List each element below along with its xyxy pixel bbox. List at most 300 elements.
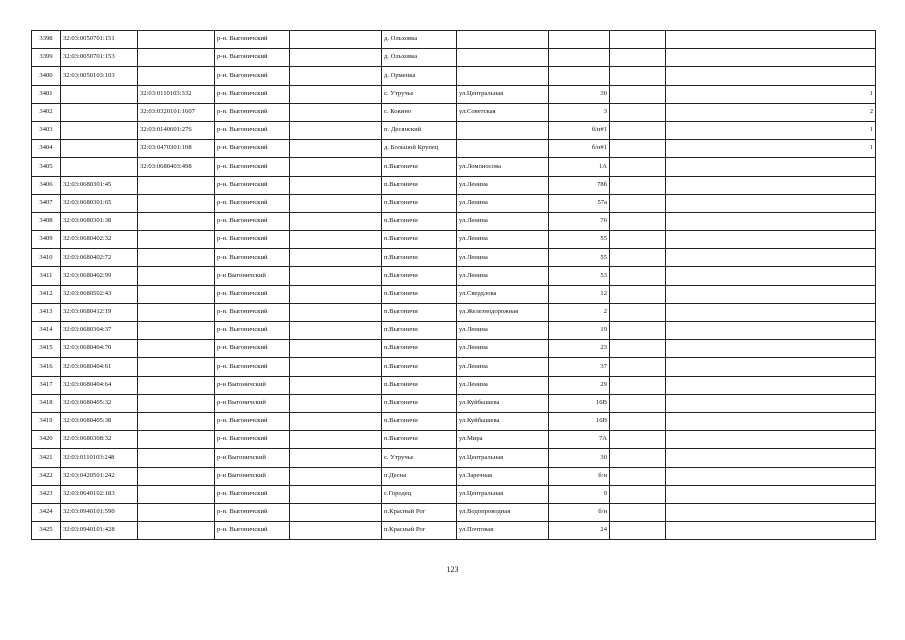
cadastral-number-cell <box>61 85 138 103</box>
cadastral-number-cell: 32:03:0680304:37 <box>61 322 138 340</box>
count-cell <box>666 176 876 194</box>
district-cell: р-н. Выгоничский <box>215 303 290 321</box>
cadastral-number-alt-cell <box>138 303 215 321</box>
blank-cell <box>610 412 666 430</box>
district-cell: р-н. Выгоничский <box>215 85 290 103</box>
cadastral-number-cell <box>61 158 138 176</box>
blank-cell <box>610 212 666 230</box>
blank-cell <box>290 158 382 176</box>
blank-cell <box>290 376 382 394</box>
street-cell <box>457 49 549 67</box>
house-number-cell: 9 <box>549 485 610 503</box>
count-cell <box>666 212 876 230</box>
locality-cell: п.Выгоничи <box>382 303 457 321</box>
locality-cell: п.Выгоничи <box>382 285 457 303</box>
blank-cell <box>610 67 666 85</box>
cadastral-number-alt-cell <box>138 49 215 67</box>
district-cell: р-н. Выгоничский <box>215 31 290 49</box>
cadastral-number-alt-cell: 32:03:0470301:108 <box>138 140 215 158</box>
row-number: 3402 <box>32 103 61 121</box>
blank-cell <box>610 322 666 340</box>
house-number-cell: 23 <box>549 340 610 358</box>
row-number: 3422 <box>32 467 61 485</box>
count-cell: 1 <box>666 121 876 139</box>
cadastral-number-cell: 32:03:0940101:590 <box>61 503 138 521</box>
table-row <box>32 194 876 212</box>
row-number: 3412 <box>32 285 61 303</box>
blank-cell <box>290 31 382 49</box>
cadastral-number-alt-cell <box>138 67 215 85</box>
locality-cell: с. Кокино <box>382 103 457 121</box>
cadastral-number-cell: 32:03:0680405:32 <box>61 394 138 412</box>
table-row <box>32 412 876 430</box>
table-row <box>32 522 876 540</box>
count-cell <box>666 303 876 321</box>
locality-cell: д. Ольховка <box>382 49 457 67</box>
row-number: 3419 <box>32 412 61 430</box>
street-cell: ул.Заречная <box>457 467 549 485</box>
district-cell: р-н Выгоничский <box>215 449 290 467</box>
blank-cell <box>290 485 382 503</box>
street-cell: ул.Куйбышева <box>457 394 549 412</box>
blank-cell <box>290 85 382 103</box>
table-row <box>32 431 876 449</box>
house-number-cell: 37 <box>549 358 610 376</box>
blank-cell <box>290 249 382 267</box>
row-number: 3404 <box>32 140 61 158</box>
district-cell: р-н. Выгоничский <box>215 249 290 267</box>
district-cell: р-н. Выгоничский <box>215 358 290 376</box>
blank-cell <box>290 67 382 85</box>
row-number: 3423 <box>32 485 61 503</box>
house-number-cell: 3 <box>549 103 610 121</box>
cadastral-number-alt-cell <box>138 431 215 449</box>
blank-cell <box>290 303 382 321</box>
street-cell: ул.Ленина <box>457 176 549 194</box>
locality-cell: п.Выгоничи <box>382 322 457 340</box>
count-cell <box>666 503 876 521</box>
table-row <box>32 249 876 267</box>
street-cell: ул.Ломоносова <box>457 158 549 176</box>
house-number-cell: 2 <box>549 303 610 321</box>
locality-cell: с.Городец <box>382 485 457 503</box>
cadastral-number-alt-cell <box>138 231 215 249</box>
blank-cell <box>610 285 666 303</box>
blank-cell <box>290 503 382 521</box>
cadastral-number-alt-cell <box>138 340 215 358</box>
locality-cell: д. Орменка <box>382 67 457 85</box>
row-number: 3407 <box>32 194 61 212</box>
table-row <box>32 485 876 503</box>
house-number-cell: б/н <box>549 467 610 485</box>
street-cell: ул.Водопроводная <box>457 503 549 521</box>
count-cell: 2 <box>666 103 876 121</box>
row-number: 3401 <box>32 85 61 103</box>
district-cell: р-н Выгоничский <box>215 394 290 412</box>
blank-cell <box>610 31 666 49</box>
street-cell: ул.Ленина <box>457 212 549 230</box>
blank-cell <box>610 249 666 267</box>
district-cell: р-н. Выгоничский <box>215 194 290 212</box>
cadastral-number-cell: 32:03:0680404:61 <box>61 358 138 376</box>
cadastral-number-alt-cell <box>138 212 215 230</box>
table-row <box>32 212 876 230</box>
blank-cell <box>610 303 666 321</box>
locality-cell: п.Выгоничи <box>382 340 457 358</box>
count-cell <box>666 322 876 340</box>
table-row <box>32 449 876 467</box>
cadastral-number-cell: 32:03:0680502:43 <box>61 285 138 303</box>
blank-cell <box>290 431 382 449</box>
row-number: 3405 <box>32 158 61 176</box>
street-cell: ул.Ленина <box>457 267 549 285</box>
district-cell: р-н. Выгоничский <box>215 158 290 176</box>
street-cell: ул.Центральная <box>457 85 549 103</box>
table-row <box>32 394 876 412</box>
locality-cell: п.Выгоничи <box>382 212 457 230</box>
row-number: 3411 <box>32 267 61 285</box>
table-row <box>32 140 876 158</box>
district-cell: р-н. Выгоничский <box>215 340 290 358</box>
district-cell: р-н Выгоничский <box>215 376 290 394</box>
page-number: 123 <box>446 565 459 574</box>
house-number-cell: 29 <box>549 376 610 394</box>
blank-cell <box>610 140 666 158</box>
row-number: 3421 <box>32 449 61 467</box>
street-cell: ул.Ленина <box>457 340 549 358</box>
house-number-cell <box>549 49 610 67</box>
house-number-cell: 16В <box>549 394 610 412</box>
count-cell <box>666 158 876 176</box>
district-cell: р-н. Выгоничский <box>215 121 290 139</box>
row-number: 3420 <box>32 431 61 449</box>
house-number-cell: 24 <box>549 522 610 540</box>
blank-cell <box>290 340 382 358</box>
district-cell: р-н. Выгоничский <box>215 176 290 194</box>
registry-table <box>31 30 876 540</box>
cadastral-number-alt-cell <box>138 503 215 521</box>
row-number: 3398 <box>32 31 61 49</box>
table-row <box>32 67 876 85</box>
district-cell: р-н. Выгоничский <box>215 231 290 249</box>
cadastral-number-cell: 32:03:0680301:38 <box>61 212 138 230</box>
cadastral-number-alt-cell <box>138 467 215 485</box>
blank-cell <box>610 267 666 285</box>
blank-cell <box>610 158 666 176</box>
locality-cell: п.Красный Рог <box>382 522 457 540</box>
cadastral-number-alt-cell <box>138 194 215 212</box>
cadastral-number-alt-cell <box>138 267 215 285</box>
locality-cell: п.Выгоничи <box>382 194 457 212</box>
blank-cell <box>610 176 666 194</box>
blank-cell <box>290 121 382 139</box>
street-cell: ул.Ленина <box>457 231 549 249</box>
street-cell: ул.Ленина <box>457 358 549 376</box>
table-row <box>32 358 876 376</box>
street-cell: ул.Почтовая <box>457 522 549 540</box>
row-number: 3408 <box>32 212 61 230</box>
blank-cell <box>290 140 382 158</box>
count-cell <box>666 394 876 412</box>
house-number-cell: 1А <box>549 158 610 176</box>
cadastral-number-cell <box>61 140 138 158</box>
cadastral-number-alt-cell <box>138 449 215 467</box>
district-cell: р-н. Выгоничский <box>215 322 290 340</box>
cadastral-number-cell: 32:03:0110103:248 <box>61 449 138 467</box>
table-row <box>32 340 876 358</box>
locality-cell: п.Выгоничи <box>382 358 457 376</box>
row-number: 3424 <box>32 503 61 521</box>
blank-cell <box>610 194 666 212</box>
locality-cell: п.Выгоничи <box>382 231 457 249</box>
table-row <box>32 85 876 103</box>
blank-cell <box>290 194 382 212</box>
blank-cell <box>610 231 666 249</box>
cadastral-number-cell: 32:03:0680404:64 <box>61 376 138 394</box>
street-cell: ул.Ленина <box>457 249 549 267</box>
house-number-cell <box>549 67 610 85</box>
count-cell <box>666 67 876 85</box>
district-cell: р-н. Выгоничский <box>215 485 290 503</box>
blank-cell <box>290 103 382 121</box>
house-number-cell: б/н#1 <box>549 121 610 139</box>
cadastral-number-cell: 32:03:0680404:70 <box>61 340 138 358</box>
cadastral-number-alt-cell <box>138 376 215 394</box>
blank-cell <box>290 49 382 67</box>
blank-cell <box>290 322 382 340</box>
cadastral-number-alt-cell <box>138 394 215 412</box>
street-cell: ул.Железнодорожная <box>457 303 549 321</box>
count-cell <box>666 431 876 449</box>
house-number-cell: 55 <box>549 231 610 249</box>
cadastral-number-alt-cell: 32:03:0680403:498 <box>138 158 215 176</box>
row-number: 3406 <box>32 176 61 194</box>
blank-cell <box>610 503 666 521</box>
cadastral-number-cell: 32:03:0680308:32 <box>61 431 138 449</box>
district-cell: р-н. Выгоничский <box>215 67 290 85</box>
table-row <box>32 31 876 49</box>
house-number-cell: 53 <box>549 267 610 285</box>
locality-cell: с. Утручье <box>382 85 457 103</box>
cadastral-number-alt-cell <box>138 522 215 540</box>
row-number: 3416 <box>32 358 61 376</box>
blank-cell <box>290 394 382 412</box>
blank-cell <box>290 267 382 285</box>
cadastral-number-cell: 32:03:0940101:428 <box>61 522 138 540</box>
blank-cell <box>610 485 666 503</box>
cadastral-number-alt-cell <box>138 31 215 49</box>
street-cell: ул.Свердлова <box>457 285 549 303</box>
house-number-cell <box>549 31 610 49</box>
cadastral-number-alt-cell <box>138 322 215 340</box>
locality-cell: д. Большой Крупец <box>382 140 457 158</box>
count-cell <box>666 358 876 376</box>
street-cell: ул.Центральная <box>457 485 549 503</box>
locality-cell: п.Десна <box>382 467 457 485</box>
count-cell <box>666 194 876 212</box>
count-cell <box>666 231 876 249</box>
blank-cell <box>290 231 382 249</box>
street-cell <box>457 67 549 85</box>
blank-cell <box>610 103 666 121</box>
cadastral-number-alt-cell <box>138 249 215 267</box>
district-cell: р-н. Выгоничский <box>215 140 290 158</box>
blank-cell <box>290 522 382 540</box>
table-row <box>32 467 876 485</box>
blank-cell <box>290 449 382 467</box>
cadastral-number-alt-cell <box>138 485 215 503</box>
row-number: 3403 <box>32 121 61 139</box>
district-cell: р-н. Выгоничский <box>215 503 290 521</box>
table-row <box>32 103 876 121</box>
blank-cell <box>610 431 666 449</box>
count-cell <box>666 412 876 430</box>
house-number-cell: 19 <box>549 322 610 340</box>
count-cell <box>666 49 876 67</box>
cadastral-number-alt-cell <box>138 412 215 430</box>
cadastral-number-cell: 32:03:0050701:151 <box>61 31 138 49</box>
district-cell: р-н Выгоничский <box>215 267 290 285</box>
street-cell: ул.Куйбышева <box>457 412 549 430</box>
district-cell: р-н. Выгоничский <box>215 431 290 449</box>
row-number: 3413 <box>32 303 61 321</box>
blank-cell <box>610 522 666 540</box>
house-number-cell: 55 <box>549 249 610 267</box>
cadastral-number-alt-cell: 32:03:0140601:276 <box>138 121 215 139</box>
cadastral-number-cell: 32:03:0420501:242 <box>61 467 138 485</box>
cadastral-number-alt-cell <box>138 176 215 194</box>
table-row <box>32 267 876 285</box>
cadastral-number-cell <box>61 121 138 139</box>
blank-cell <box>610 358 666 376</box>
count-cell <box>666 522 876 540</box>
count-cell <box>666 485 876 503</box>
table-row <box>32 176 876 194</box>
street-cell: ул.Центральная <box>457 449 549 467</box>
cadastral-number-cell: 32:03:0050103:103 <box>61 67 138 85</box>
locality-cell: п.Выгоничи <box>382 394 457 412</box>
locality-cell: п.Выгоничи <box>382 158 457 176</box>
locality-cell: п.Выгоничи <box>382 176 457 194</box>
blank-cell <box>290 176 382 194</box>
blank-cell <box>290 358 382 376</box>
blank-cell <box>610 376 666 394</box>
cadastral-number-cell: 32:03:0680402:32 <box>61 231 138 249</box>
district-cell: р-н. Выгоничский <box>215 412 290 430</box>
house-number-cell: 57а <box>549 194 610 212</box>
blank-cell <box>290 467 382 485</box>
street-cell <box>457 121 549 139</box>
table-row <box>32 303 876 321</box>
registry-sheet <box>31 30 875 540</box>
district-cell: р-н. Выгоничский <box>215 103 290 121</box>
table-row <box>32 285 876 303</box>
blank-cell <box>610 85 666 103</box>
house-number-cell: б/н#1 <box>549 140 610 158</box>
registry-rows <box>32 31 876 540</box>
cadastral-number-alt-cell <box>138 358 215 376</box>
table-row <box>32 158 876 176</box>
locality-cell: п.Красный Рог <box>382 503 457 521</box>
count-cell <box>666 267 876 285</box>
cadastral-number-cell: 32:03:0680301:45 <box>61 176 138 194</box>
row-number: 3400 <box>32 67 61 85</box>
house-number-cell: 78б <box>549 176 610 194</box>
district-cell: р-н. Выгоничский <box>215 49 290 67</box>
house-number-cell: 12 <box>549 285 610 303</box>
locality-cell: п.Выгоничи <box>382 431 457 449</box>
district-cell: р-н. Выгоничский <box>215 285 290 303</box>
cadastral-number-cell: 32:03:0050701:153 <box>61 49 138 67</box>
district-cell: р-н. Выгоничский <box>215 212 290 230</box>
locality-cell: п.Выгоничи <box>382 267 457 285</box>
house-number-cell: 7А <box>549 431 610 449</box>
locality-cell: с. Утручье <box>382 449 457 467</box>
blank-cell <box>610 49 666 67</box>
house-number-cell: 76 <box>549 212 610 230</box>
row-number: 3399 <box>32 49 61 67</box>
row-number: 3425 <box>32 522 61 540</box>
count-cell: 1 <box>666 85 876 103</box>
blank-cell <box>290 412 382 430</box>
count-cell <box>666 285 876 303</box>
blank-cell <box>610 467 666 485</box>
locality-cell: п.Выгоничи <box>382 376 457 394</box>
cadastral-number-cell: 32:03:0680402:99 <box>61 267 138 285</box>
cadastral-number-alt-cell <box>138 285 215 303</box>
table-row <box>32 121 876 139</box>
row-number: 3414 <box>32 322 61 340</box>
cadastral-number-cell: 32:03:0680301:65 <box>61 194 138 212</box>
cadastral-number-cell: 32:03:0680405:38 <box>61 412 138 430</box>
row-number: 3417 <box>32 376 61 394</box>
house-number-cell: 16В <box>549 412 610 430</box>
cadastral-number-alt-cell: 32:03:0110103:332 <box>138 85 215 103</box>
blank-cell <box>610 121 666 139</box>
count-cell <box>666 249 876 267</box>
table-row <box>32 503 876 521</box>
table-row <box>32 322 876 340</box>
cadastral-number-cell: 32:03:0640102:183 <box>61 485 138 503</box>
locality-cell: п. Десянский <box>382 121 457 139</box>
count-cell: 1 <box>666 140 876 158</box>
district-cell: р-н. Выгоничский <box>215 522 290 540</box>
house-number-cell: б/н <box>549 503 610 521</box>
count-cell <box>666 340 876 358</box>
blank-cell <box>290 285 382 303</box>
locality-cell: п.Выгоничи <box>382 412 457 430</box>
table-row <box>32 376 876 394</box>
district-cell: р-н Выгоничский <box>215 467 290 485</box>
street-cell: ул.Советская <box>457 103 549 121</box>
row-number: 3410 <box>32 249 61 267</box>
street-cell: ул.Мира <box>457 431 549 449</box>
row-number: 3409 <box>32 231 61 249</box>
blank-cell <box>610 449 666 467</box>
count-cell <box>666 467 876 485</box>
locality-cell: п.Выгоничи <box>382 249 457 267</box>
street-cell: ул.Ленина <box>457 376 549 394</box>
street-cell: ул.Ленина <box>457 194 549 212</box>
table-row <box>32 231 876 249</box>
row-number: 3415 <box>32 340 61 358</box>
street-cell: ул.Ленина <box>457 322 549 340</box>
table-row <box>32 49 876 67</box>
house-number-cell: 30 <box>549 85 610 103</box>
blank-cell <box>610 394 666 412</box>
blank-cell <box>290 212 382 230</box>
cadastral-number-alt-cell: 32:03:0320101:1607 <box>138 103 215 121</box>
